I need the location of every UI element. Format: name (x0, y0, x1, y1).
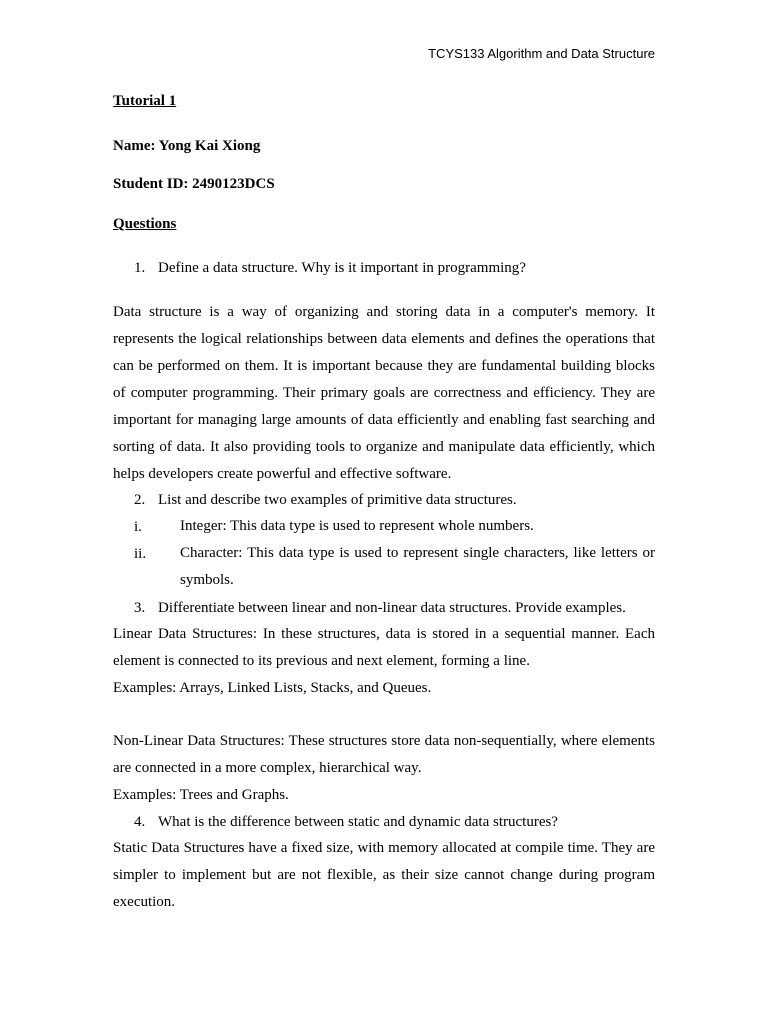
answer-4-paragraph: Static Data Structures have a fixed size, with memory allocated at compile time. They are simpler to implement but are not flexible, as their size cannot change during program execution. (113, 840, 655, 910)
question-1-text: Define a data structure. Why is it important in programming? (158, 260, 526, 276)
answer-2-item-1-text: Integer: This data type is used to represent whole numbers. (180, 518, 534, 534)
question-1-number: 1. (134, 260, 146, 276)
questions-heading: Questions (113, 216, 177, 232)
student-name: Name: Yong Kai Xiong (113, 138, 261, 154)
page-header: TCYS133 Algorithm and Data Structure (428, 46, 655, 61)
answer-2-item-2-number: ii. (134, 546, 147, 562)
answer-1-paragraph: Data structure is a way of organizing and storing data in a computer's memory. It represents the logical relationships between data elements and defines the operations that can be performed on them. It is important because they are fundamental building blocks of computer programming. Their primary goals are correctness and efficiency. They are important for managing large amounts of data efficiently and enabling fast searching and sorting of data. It also providing tools to organize and manipulate data efficiently, which helps developers create powerful and effective software. (113, 304, 655, 482)
answer-3-nonlinear: Non-Linear Data Structures: These structures store data non-sequentially, where elements are connected in a more complex, hierarchical way. (113, 733, 655, 776)
question-3-number: 3. (134, 600, 146, 616)
answer-3-linear-examples: Examples: Arrays, Linked Lists, Stacks, and Queues. (113, 680, 432, 696)
answer-2-item-1-number: i. (134, 519, 142, 535)
student-id: Student ID: 2490123DCS (113, 176, 275, 192)
answer-2-item-2-text: Character: This data type is used to represent single characters, like letters or symbols. (180, 545, 655, 588)
answer-3-linear: Linear Data Structures: In these structures, data is stored in a sequential manner. Each element is connected to its previous and next element, forming a line. (113, 626, 655, 669)
question-3-text: Differentiate between linear and non-linear data structures. Provide examples. (158, 600, 626, 616)
answer-3-nonlinear-examples: Examples: Trees and Graphs. (113, 787, 289, 803)
tutorial-title: Tutorial 1 (113, 93, 177, 109)
question-4-text: What is the difference between static and dynamic data structures? (158, 814, 558, 830)
question-2-number: 2. (134, 492, 146, 508)
question-4-number: 4. (134, 814, 146, 830)
question-2-text: List and describe two examples of primitive data structures. (158, 492, 517, 508)
